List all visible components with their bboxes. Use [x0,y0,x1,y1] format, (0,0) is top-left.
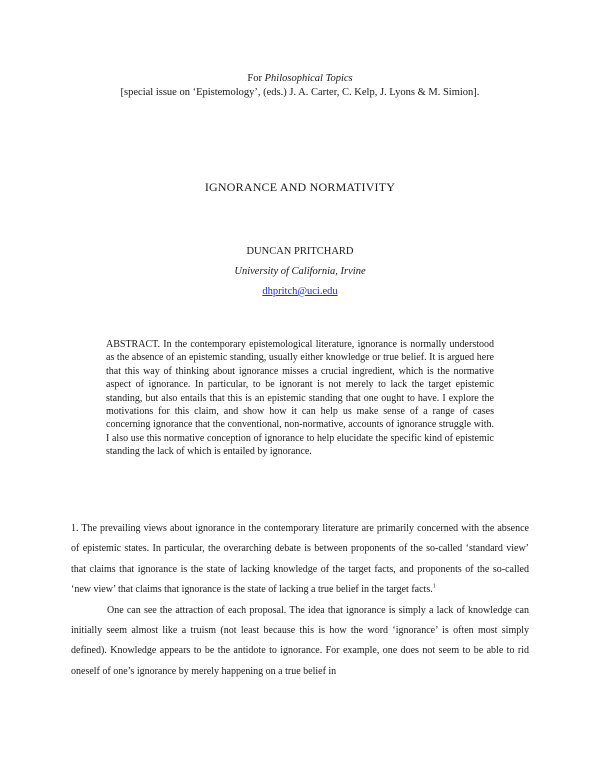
author-block [0,242,600,302]
paper-title: IGNORANCE AND NORMATIVITY [204,180,396,194]
header-prefix: For [247,73,265,84]
journal-name: Philosophical Topics [264,73,353,84]
footnote-marker[interactable]: 1 [432,583,436,590]
paragraph-1-text: 1. The prevailing views about ignorance in the contemporary literature are primarily concerned with the absence of epistemic states. In particular, the overarching debate is between proponents of the so-called ‘standard view’ that claims that ignorance is the state of lacking knowledge of the target facts, and proponents of the so-called ‘new view’ that claims that ignorance is the state of lacking a true belief in the target facts. [71,523,529,596]
author-name: DUNCAN PRITCHARD [246,246,354,257]
paragraph-1 [71,519,529,601]
abstract: ABSTRACT. In the contemporary epistemological literature, ignorance is normally understood as the absence of an epistemic standing, usually either knowledge or true belief. It is argued here that this way of thinking about ignorance misses a crucial ingredient, which is the normative aspect of ignorance. In particular, to be ignorant is not merely to lack the target epistemic standing, but also entails that this is an epistemic standing that one ought to have. I explore the motivations for this claim, and show how it can help us make sense of a range of cases concerning ignorance that the conventional, non-normative, accounts of ignorance struggle with. I also use this normative conception of ignorance to help elucidate the specific kind of epistemic standing the lack of which is entailed by ignorance. [106,339,494,458]
publication-header [0,72,600,100]
header-line-2: [special issue on ‘Epistemology’, (eds.) J. A. Carter, C. Kelp, J. Lyons & M. Simion]. [120,87,480,98]
header-line-1 [0,72,600,86]
body-text [71,519,529,682]
author-affiliation: University of California, Irvine [234,266,366,277]
author-email-link[interactable]: dhpritch@uci.edu [262,286,338,297]
paragraph-2: One can see the attraction of each proposal. The idea that ignorance is simply a lack of knowledge can initially seem almost like a truism (not least because this is how the word ‘ignorance’ is often most simply defined). Knowledge appears to be the antidote to ignorance. For example, one does not seem to be able to rid oneself of one’s ignorance by merely happening on a true belief in [71,604,529,677]
